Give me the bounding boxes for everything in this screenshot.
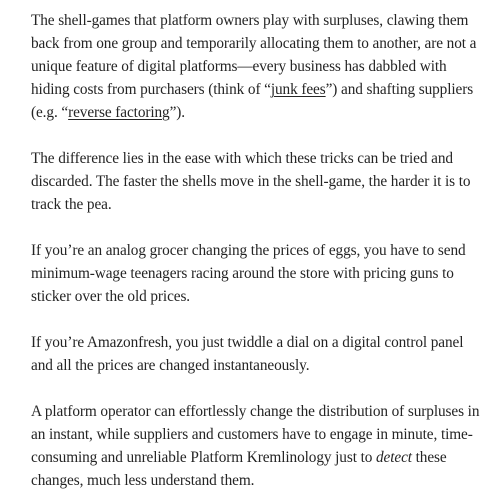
paragraph-5 — [31, 400, 483, 492]
paragraph-3: If you’re an analog grocer changing the prices of eggs, you have to send minimum-wage teenagers racing around the store with pricing guns to sticker over the old prices. — [31, 242, 466, 305]
paragraph-5-text-end: these changes, much less understand them. — [31, 449, 447, 489]
reverse-factoring-link[interactable]: reverse factoring — [68, 104, 170, 121]
paragraph-2: The difference lies in the ease with which these tricks can be tried and discarded. The faster the shells move in the shell-game, the harder it is to track the pea. — [31, 150, 471, 213]
junk-fees-link[interactable]: junk fees — [270, 81, 326, 98]
detect-emphasis: detect — [376, 449, 412, 466]
paragraph-1-text-start: The shell-games that platform owners play with surpluses, clawing them back from one group and temporarily allocating them to another, are not a unique feature of digital platforms—every business has dabbled with hiding costs from purchasers (think of “ — [31, 12, 477, 98]
paragraph-1-text-end: ”). — [169, 104, 186, 121]
paragraph-1-text-middle: ”) and shafting suppliers (e.g. “ — [31, 81, 474, 121]
paragraph-1 — [31, 9, 483, 124]
paragraph-5-text-start: A platform operator can effortlessly change the distribution of surpluses in an instant, while suppliers and customers have to engage in minute, time-consuming and unreliable Platform Kremlinology just to — [31, 403, 480, 466]
paragraph-4: If you’re Amazonfresh, you just twiddle a dial on a digital control panel and all the prices are changed instantaneously. — [31, 334, 464, 374]
